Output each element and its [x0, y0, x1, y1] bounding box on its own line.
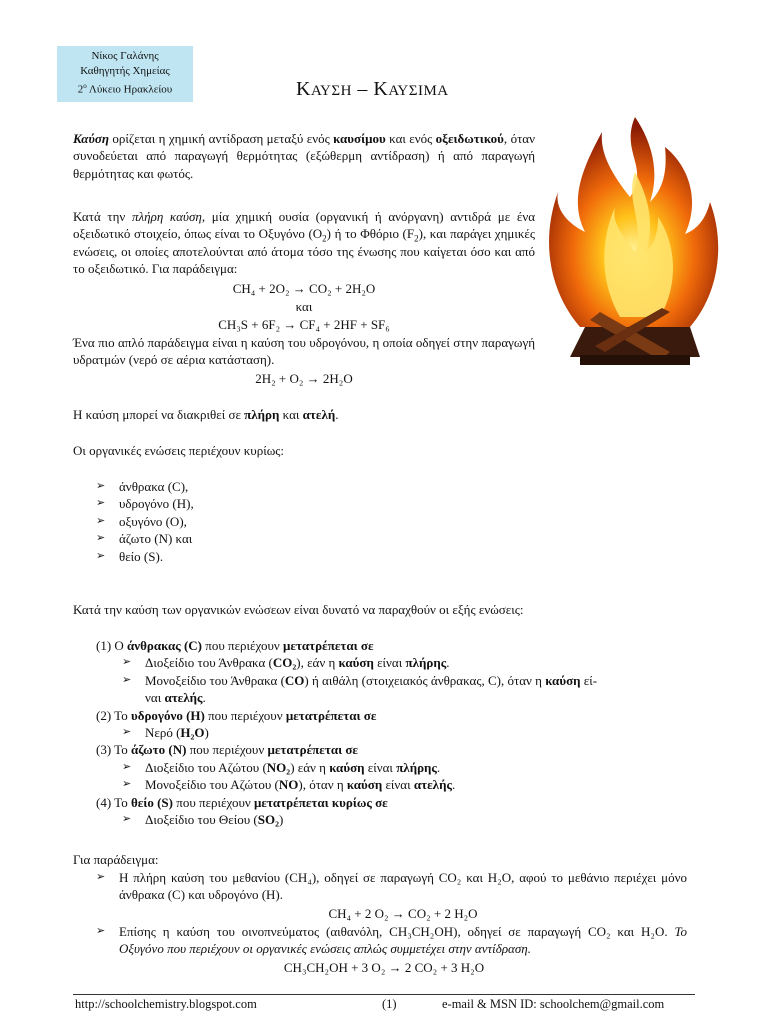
footer-divider	[73, 994, 695, 995]
sulfur-item: (4) Το θείο (S) που περιέχουν μετατρέπεται κυρίως σε	[96, 794, 388, 810]
hydrogen-paragraph: Ένα πιο απλό παράδειγμα είναι η καύση του υδρογόνου, η οποία οδηγεί στην παραγωγή υδρατμών (νερό σε αέρια κατάσταση).	[73, 335, 535, 368]
footer-contact: e-mail & MSN ID: schoolchem@gmail.com	[442, 997, 665, 1011]
carbon-complete: ➢ Διοξείδιο του Άνθρακα (CO₂), εάν η καύση είναι πλήρης.	[145, 654, 696, 671]
example-intro: Για παράδειγμα:	[73, 852, 159, 867]
example-methane-equation: CH₄ + 2 O₂ → CO₂ + 2 H₂O	[328, 906, 478, 921]
organic-intro: Οι οργανικές ενώσεις περιέχουν κυρίως:	[73, 443, 285, 458]
equation-connector: και	[295, 299, 313, 314]
author-role: Καθηγητής Χημείας	[80, 65, 170, 77]
full-combustion-paragraph: Κατά την πλήρη καύση, μία χημική ουσία (οργανική ή ανόργανη) αντιδρά με ένα οξειδωτικό στοιχείο, όπως είναι το Οξυγόνο $(O_2)$ ή το Φθόριο $(F_2)$, και παράγει χημικές ενώσεις, οι οποίες αποτελούνται από άτομα τόσο της ένωσης που καίγεται όσο και από το οξειδωτικό. Για παράδειγμα:	[73, 209, 536, 277]
footer-url[interactable]: http://schoolchemistry.blogspot.com	[75, 997, 257, 1011]
equation-methane: CH₄ + 2O₂ → CO₂ + 2H₂O	[232, 281, 376, 296]
author-school: $2^o$ Λύκειο Ηρακλείου	[77, 82, 173, 96]
examples-list-2	[119, 923, 687, 958]
page-number: (1)	[382, 997, 397, 1011]
examples-list	[119, 869, 687, 904]
list-item: ➢ υδρογόνο (H),	[119, 495, 519, 512]
distinction-line: Η καύση μπορεί να διακριθεί σε πλήρη και ατελή.	[73, 407, 339, 422]
author-box	[57, 46, 193, 102]
hydrogen-item: (2) Το υδρογόνο (H) που περιέχουν μετατρέπεται σε	[96, 707, 377, 723]
sulfur-product: ➢ Διοξείδιο του Θείου (SO₂)	[145, 811, 696, 828]
equation-hydrogen: 2H₂ + O₂ → 2H₂O	[255, 371, 353, 386]
products-intro: Κατά την καύση των οργανικών ενώσεων είναι δυνατό να παραχθούν οι εξής ενώσεις:	[73, 602, 524, 617]
products-section	[96, 637, 696, 828]
example-methane: ➢ Η πλήρη καύση του μεθανίου (CH₄), οδηγεί σε παραγωγή CO₂ και H₂O, αφού το μεθάνιο περιέχει μόνο άνθρακα (C) και υδρογόνο (H).	[119, 869, 687, 904]
fire-image	[540, 112, 730, 382]
elements-list	[119, 478, 519, 565]
equation-ch3s: CH₃S + 6F₂ → CF₄ + 2HF + SF₆	[218, 317, 390, 332]
nitrogen-incomplete: ➢ Μονοξείδιο του Αζώτου (NO), όταν η καύση είναι ατελής.	[145, 776, 696, 793]
carbon-item: (1) Ο άνθρακας (C) που περιέχουν μετατρέπεται σε	[96, 638, 374, 653]
page-title: ΚΑΥΣΗ – ΚΑΥΣΙΜΑ	[296, 78, 449, 100]
example-ethanol: ➢ Επίσης η καύση του οινοπνεύματος (αιθανόλη, CH₃CH₂OH), οδηγεί σε παραγωγή CO₂ και H₂O. Το Οξυγόνο που περιέχουν οι οργανικές ενώσεις απλώς συμμετέχει στην αντίδραση.	[119, 923, 687, 958]
list-item: ➢ άνθρακα (C),	[119, 478, 519, 495]
carbon-incomplete: ➢ Μονοξείδιο του Άνθρακα (CO) ή αιθάλη (στοιχειακός άνθρακας, C), όταν η καύση εί- ναι ατελής.	[145, 672, 696, 707]
list-item: ➢ οξυγόνο (O),	[119, 513, 519, 530]
nitrogen-item: (3) Το άζωτο (N) που περιέχουν μετατρέπεται σε	[96, 742, 358, 758]
nitrogen-complete: ➢ Διοξείδιο του Αζώτου (NO₂) εάν η καύση είναι πλήρης.	[145, 759, 696, 776]
list-item: ➢ άζωτο (N) και	[119, 530, 519, 547]
example-ethanol-equation: CH₃CH₂OH + 3 O₂ → 2 CO₂ + 3 H₂O	[283, 960, 485, 975]
author-name: Νίκος Γαλάνης	[91, 50, 159, 62]
intro-paragraph: Καύση ορίζεται η χημική αντίδραση μεταξύ ενός καυσίμου και ενός οξειδωτικού, όταν συνοδεύεται από παραγωγή θερμότητας (εξώθερμη αντίδραση) ή από παραγωγή θερμότητας και φωτός.	[73, 131, 535, 181]
hydrogen-product: ➢ Νερό (H₂O)	[145, 724, 696, 741]
list-item: ➢ θείο (S).	[119, 548, 519, 565]
